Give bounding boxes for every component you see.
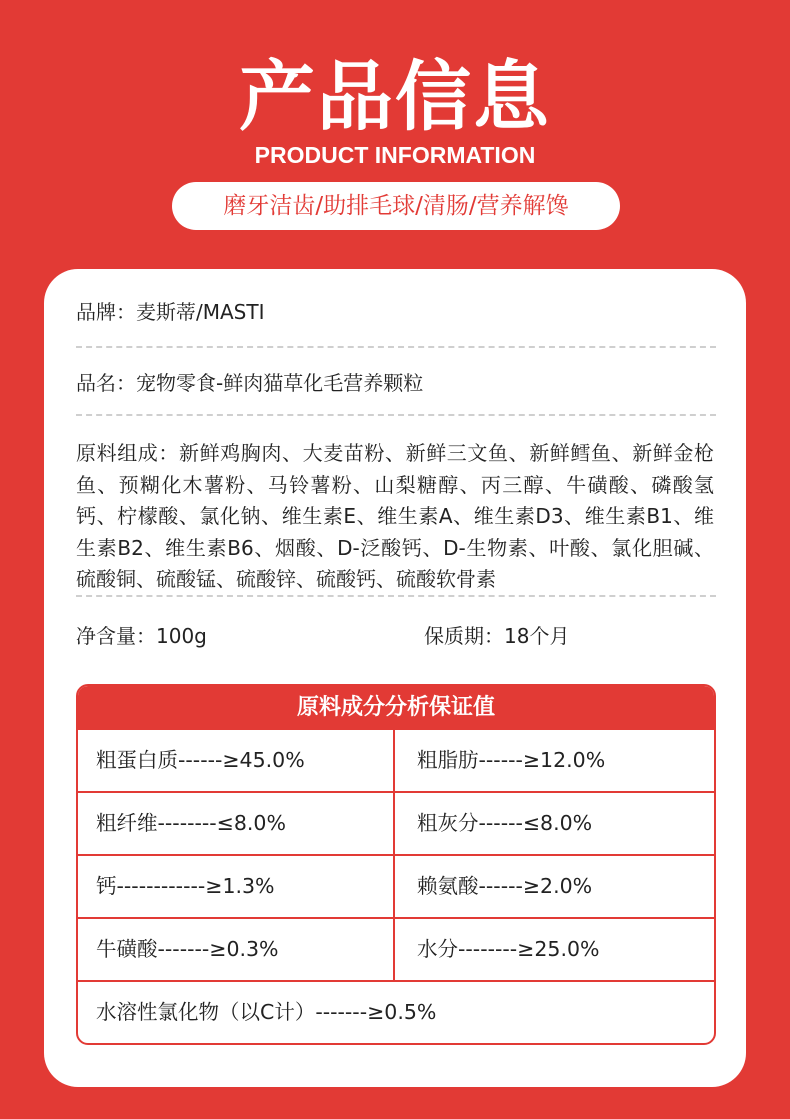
divider bbox=[76, 414, 716, 416]
table-cell: 水分--------≥25.0% bbox=[393, 919, 714, 980]
net-content: 净含量：100g bbox=[76, 624, 207, 648]
table-cell: 粗脂肪------≥12.0% bbox=[393, 730, 714, 791]
ingredients-row: 原料组成：新鲜鸡胸肉、大麦苗粉、新鲜三文鱼、新鲜鳕鱼、新鲜金枪鱼、预糊化木薯粉、马铃薯粉、山梨糖醇、丙三醇、牛磺酸、磷酸氢钙、柠檬酸、氯化钠、维生素E、维生素A、维生素D3、维生素B1、维生素B2、维生素B6、烟酸、D-泛酸钙、D-生物素、叶酸、氯化胆碱、硫酸铜、硫酸锰、硫酸锌、硫酸钙、硫酸软骨素 bbox=[76, 441, 714, 591]
page-subtitle: PRODUCT INFORMATION bbox=[254, 142, 536, 168]
brand-row: 品牌：麦斯蒂/MASTI bbox=[76, 300, 265, 324]
table-row bbox=[78, 854, 714, 917]
table-cell: 牛磺酸-------≥0.3% bbox=[96, 937, 279, 961]
product-name-row: 品名：宠物零食-鲜肉猫草化毛营养颗粒 bbox=[76, 371, 424, 395]
table-cell: 赖氨酸------≥2.0% bbox=[393, 856, 714, 917]
table-row bbox=[78, 791, 714, 854]
table-row bbox=[78, 980, 714, 1043]
table-cell: 粗纤维--------≤8.0% bbox=[96, 811, 286, 835]
tagline-pill: 磨牙洁齿/助排毛球/清肠/营养解馋 bbox=[172, 182, 620, 230]
net-shelf-row bbox=[76, 621, 714, 651]
info-card bbox=[44, 269, 746, 1087]
shelf-life: 保质期：18个月 bbox=[424, 624, 570, 648]
table-cell: 水溶性氯化物（以C计）-------≥0.5% bbox=[96, 1000, 437, 1024]
table-row bbox=[78, 730, 714, 791]
divider bbox=[76, 346, 716, 348]
table-cell: 粗蛋白质------≥45.0% bbox=[96, 748, 305, 772]
table-row bbox=[78, 917, 714, 980]
analysis-table bbox=[76, 684, 716, 1045]
table-cell: 粗灰分------≤8.0% bbox=[393, 793, 714, 854]
divider bbox=[76, 595, 716, 597]
page-title: 产品信息 bbox=[239, 52, 551, 141]
table-cell: 钙------------≥1.3% bbox=[96, 874, 275, 898]
analysis-table-title: 原料成分分析保证值 bbox=[78, 686, 714, 730]
